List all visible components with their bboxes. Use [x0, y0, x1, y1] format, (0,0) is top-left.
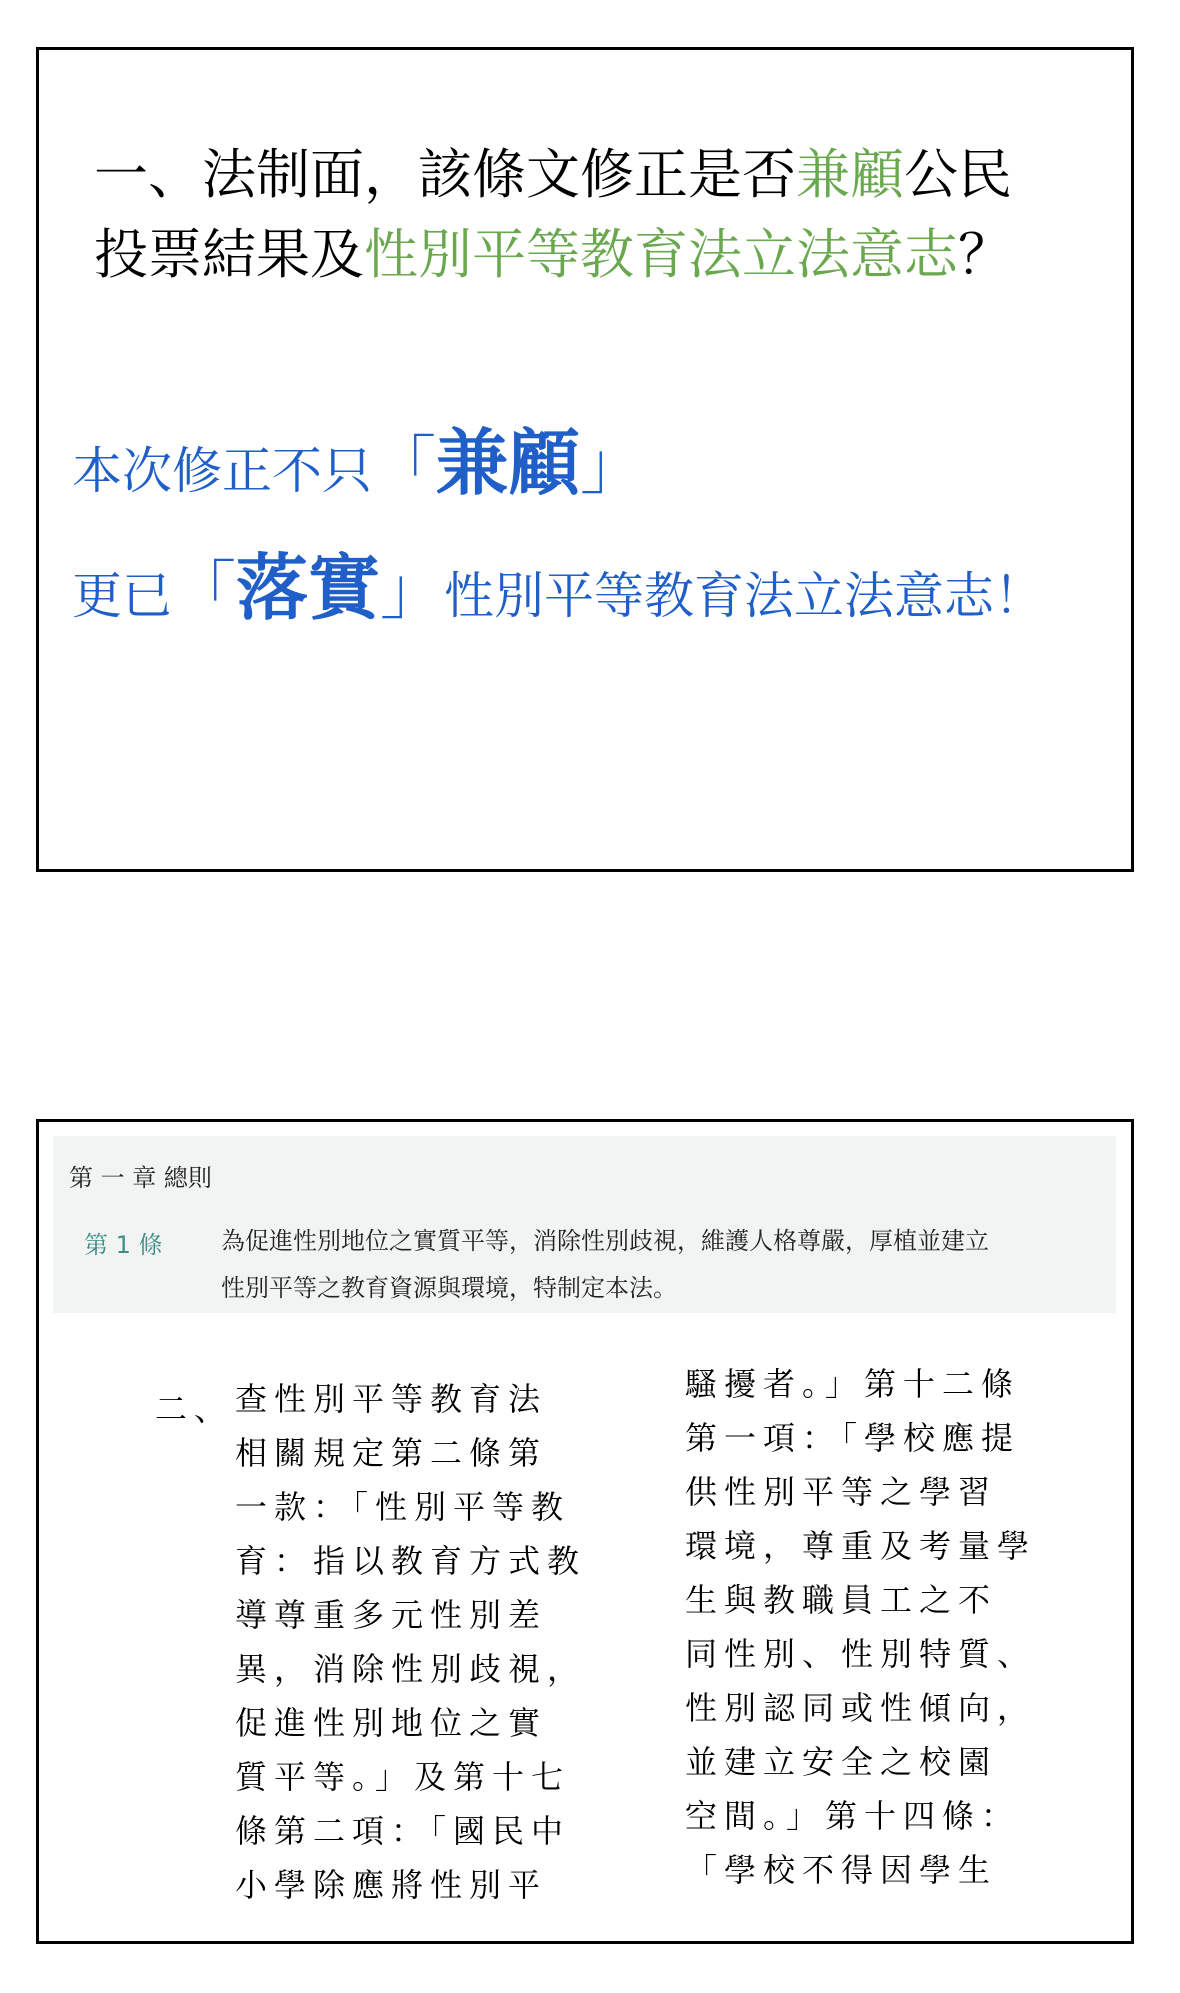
answer-text: 本次修正不只	[72, 442, 372, 500]
text-line: 一款：「性別平等教	[235, 1488, 571, 1526]
slide-question	[36, 47, 1134, 872]
highlight-text: 兼顧	[796, 143, 904, 206]
text-line: 育：指以教育方式教	[235, 1542, 587, 1580]
open-bracket: 「	[372, 430, 436, 504]
text-line: 性別認同或性傾向，	[685, 1689, 1037, 1727]
text-line: 「學校不得因學生	[685, 1851, 998, 1889]
text-line: 質平等。」及第十七	[235, 1758, 571, 1796]
text-line: 供性別平等之學習	[685, 1473, 998, 1511]
chapter-title: 第 一 章 總則	[69, 1164, 212, 1192]
article-line: 為促進性別地位之實質平等，消除性別歧視，維護人格尊嚴，厚植並建立	[221, 1227, 989, 1255]
text-line: 查性別平等教育法	[235, 1380, 548, 1418]
law-article-panel	[53, 1136, 1116, 1313]
answer-text: 性別平等教育法立法意志！	[444, 567, 1045, 625]
question-line-1	[94, 135, 1104, 215]
article-text	[221, 1218, 1111, 1312]
text-line: 相關規定第二條第	[235, 1434, 548, 1472]
open-bracket: 「	[172, 555, 236, 629]
text-line: 第一項：「學校應提	[685, 1419, 1021, 1457]
question-text: 一、法制面，該條文修正是否	[94, 143, 796, 206]
emphasis-text: 兼顧	[436, 421, 581, 505]
article-number: 第 1 條	[84, 1231, 163, 1259]
answer-text: 更已	[72, 567, 172, 625]
text-line: 騷擾者。」第十二條	[685, 1365, 1021, 1403]
text-line: 並建立安全之校園	[685, 1743, 998, 1781]
emphasis-text: 落實	[236, 546, 381, 630]
question-text: 投票結果及	[94, 223, 364, 286]
document-column-right	[685, 1357, 1036, 1897]
question-heading	[94, 135, 1104, 295]
answer-line-2	[72, 530, 1044, 634]
document-column-left	[235, 1372, 586, 1912]
question-text: 公民	[904, 143, 1012, 206]
article-line: 性別平等之教育資源與環境，特制定本法。	[221, 1274, 677, 1302]
answer-line-1	[72, 405, 644, 509]
question-line-2	[94, 215, 1104, 295]
text-line: 異，消除性別歧視，	[235, 1650, 587, 1688]
text-line: 小學除應將性別平	[235, 1866, 548, 1904]
text-line: 空間。」第十四條：	[685, 1797, 1021, 1835]
close-bracket: 」	[380, 555, 445, 629]
text-line: 促進性別地位之實	[235, 1704, 548, 1742]
list-marker: 二、	[155, 1390, 234, 1428]
highlight-text: 性別平等教育法立法意志	[364, 223, 958, 286]
text-line: 同性別、性別特質、	[685, 1635, 1037, 1673]
text-line: 條第二項：「國民中	[235, 1812, 571, 1850]
text-line: 導尊重多元性別差	[235, 1596, 548, 1634]
slide-law-excerpt	[36, 1119, 1134, 1944]
close-bracket: 」	[580, 430, 645, 504]
text-line: 環境，尊重及考量學	[685, 1527, 1037, 1565]
question-text: ？	[958, 223, 1012, 286]
text-line: 生與教職員工之不	[685, 1581, 998, 1619]
